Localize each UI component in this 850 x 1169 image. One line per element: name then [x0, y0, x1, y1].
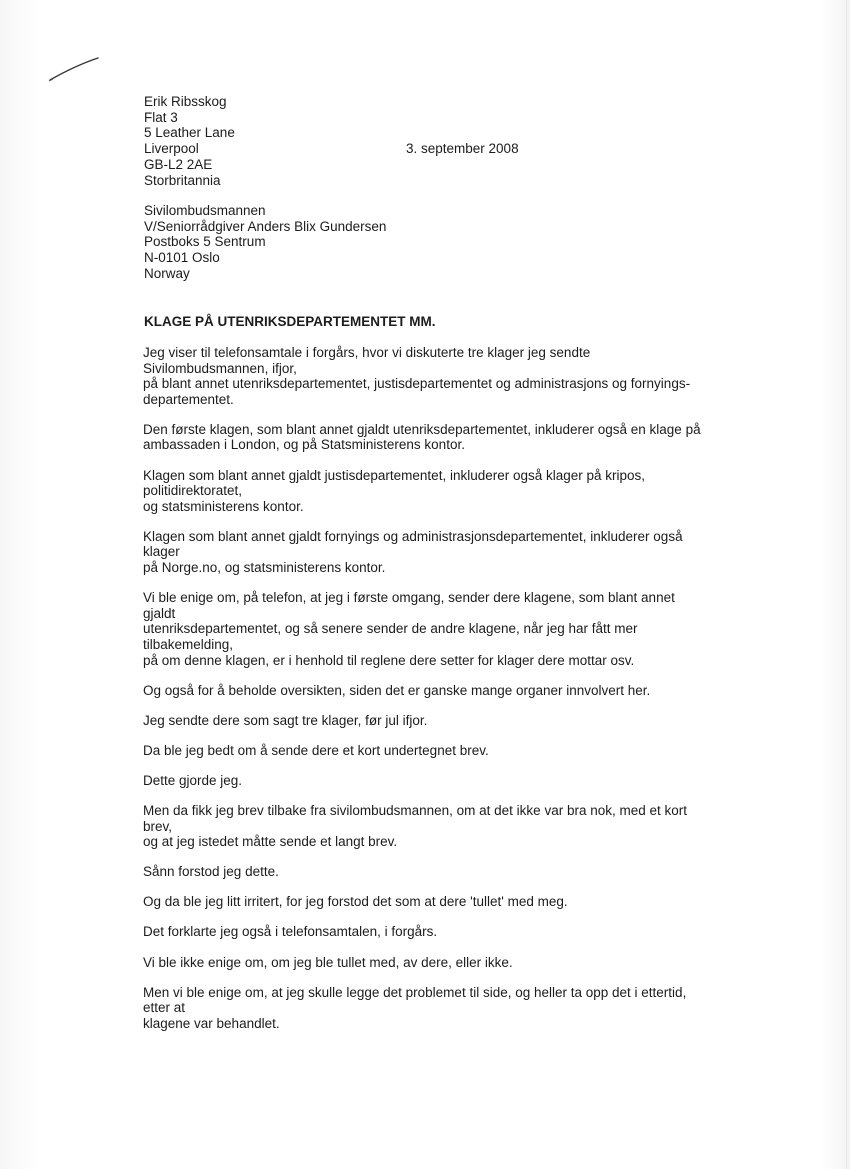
letter-title: KLAGE PÅ UTENRIKSDEPARTEMENTET MM.	[144, 314, 436, 329]
scan-edge	[846, 0, 847, 1169]
paragraph	[143, 985, 743, 1032]
sender-city: Liverpool	[144, 141, 199, 157]
recipient-attention: V/Seniorrådgiver Anders Blix Gundersen	[144, 218, 387, 234]
paragraph	[143, 894, 743, 910]
sender-country: Storbritannia	[144, 172, 221, 188]
sender-name: Erik Ribsskog	[144, 94, 227, 109]
sender-postcode: GB-L2 2AE	[144, 156, 213, 172]
letter-date: 3. september 2008	[406, 141, 519, 156]
paragraph-line: Vi ble ikke enige om, om jeg ble tullet med, av dere, eller ikke.	[143, 954, 513, 970]
paragraph-line: departementet.	[143, 391, 234, 407]
sender-address	[144, 94, 235, 188]
letter-body	[143, 345, 743, 1046]
paragraph	[143, 924, 743, 940]
paragraph-line: på blant annet utenriksdepartementet, justisdepartementet og administrasjons og fornyings-	[143, 376, 691, 392]
paragraph-line: Sivilombudsmannen, ifjor,	[143, 360, 297, 376]
pen-mark-icon	[44, 52, 104, 86]
paragraph	[143, 422, 743, 453]
paragraph-line: og at jeg istedet måtte sende et langt brev.	[143, 834, 398, 850]
recipient-country: Norway	[144, 265, 190, 281]
paragraph-line: Det forklarte jeg også i telefonsamtalen, i forgårs.	[143, 924, 438, 940]
recipient-box: Postboks 5 Sentrum	[144, 234, 266, 250]
recipient-address	[144, 203, 386, 282]
paragraph	[143, 683, 743, 699]
paragraph-line: klagene var behandlet.	[143, 1015, 280, 1031]
paragraph-line: Dette gjorde jeg.	[143, 772, 243, 788]
paragraph-line: Klagen som blant annet gjaldt fornyings og administrasjonsdepartementet, inkluderer også	[143, 528, 683, 544]
recipient-city: N-0101 Oslo	[144, 250, 220, 266]
paragraph-line: Jeg sendte dere som sagt tre klager, før jul ifjor.	[143, 712, 428, 728]
paragraph-line: Vi ble enige om, på telefon, at jeg i første omgang, sender dere klagene, som blant annet	[143, 590, 675, 606]
paragraph-line: utenriksdepartementet, og så senere sender de andre klagene, når jeg har fått mer	[143, 621, 638, 637]
paragraph	[143, 743, 743, 759]
paragraph-line: Jeg viser til telefonsamtale i forgårs, hvor vi diskuterte tre klager jeg sendte	[143, 345, 591, 360]
paragraph-line: brev,	[143, 818, 173, 834]
paragraph	[143, 713, 743, 729]
paragraph-line: tilbakemelding,	[143, 636, 234, 652]
paragraph	[143, 955, 743, 971]
sender-line2: 5 Leather Lane	[144, 125, 235, 141]
paragraph-line: Og også for å beholde oversikten, siden det er ganske mange organer innvolvert her.	[143, 682, 651, 698]
paragraph-line: Den første klagen, som blant annet gjaldt utenriksdepartementet, inkluderer også en klage på	[143, 421, 701, 437]
paragraph-line: Da ble jeg bedt om å sende dere et kort undertegnet brev.	[143, 742, 489, 758]
paragraph	[143, 529, 743, 576]
paragraph-line: Og da ble jeg litt irritert, for jeg forstod det som at dere 'tullet' med meg.	[143, 894, 568, 910]
paragraph-line: Sånn forstod jeg dette.	[143, 864, 279, 880]
paragraph-line: på om denne klagen, er i henhold til reglene dere setter for klager dere mottar osv.	[143, 652, 635, 668]
paragraph-line: gjaldt	[143, 605, 176, 621]
paragraph	[143, 773, 743, 789]
paragraph	[143, 590, 743, 668]
paragraph-line: Men da fikk jeg brev tilbake fra sivilombudsmannen, om at det ikke var bra nok, med et kort	[143, 802, 688, 818]
paragraph	[143, 803, 743, 850]
paragraph-line: klager	[143, 544, 180, 560]
sender-line1: Flat 3	[144, 109, 178, 125]
paragraph	[143, 345, 743, 407]
paragraph-line: ambassaden i London, og på Statsministerens kontor.	[143, 437, 465, 453]
paragraph-line: etter at	[143, 1000, 186, 1016]
paragraph-line: Men vi ble enige om, at jeg skulle legge det problemet til side, og heller ta opp det i ettertid,	[143, 984, 687, 1000]
paragraph	[143, 468, 743, 515]
recipient-name: Sivilombudsmannen	[144, 203, 266, 218]
paragraph	[143, 864, 743, 880]
paragraph-line: Klagen som blant annet gjaldt justisdepartementet, inkluderer også klager på kripos,	[143, 467, 646, 483]
paragraph-line: på Norge.no, og statsministerens kontor.	[143, 560, 386, 576]
paragraph-line: og statsministerens kontor.	[143, 498, 304, 514]
paragraph-line: politidirektoratet,	[143, 483, 243, 499]
